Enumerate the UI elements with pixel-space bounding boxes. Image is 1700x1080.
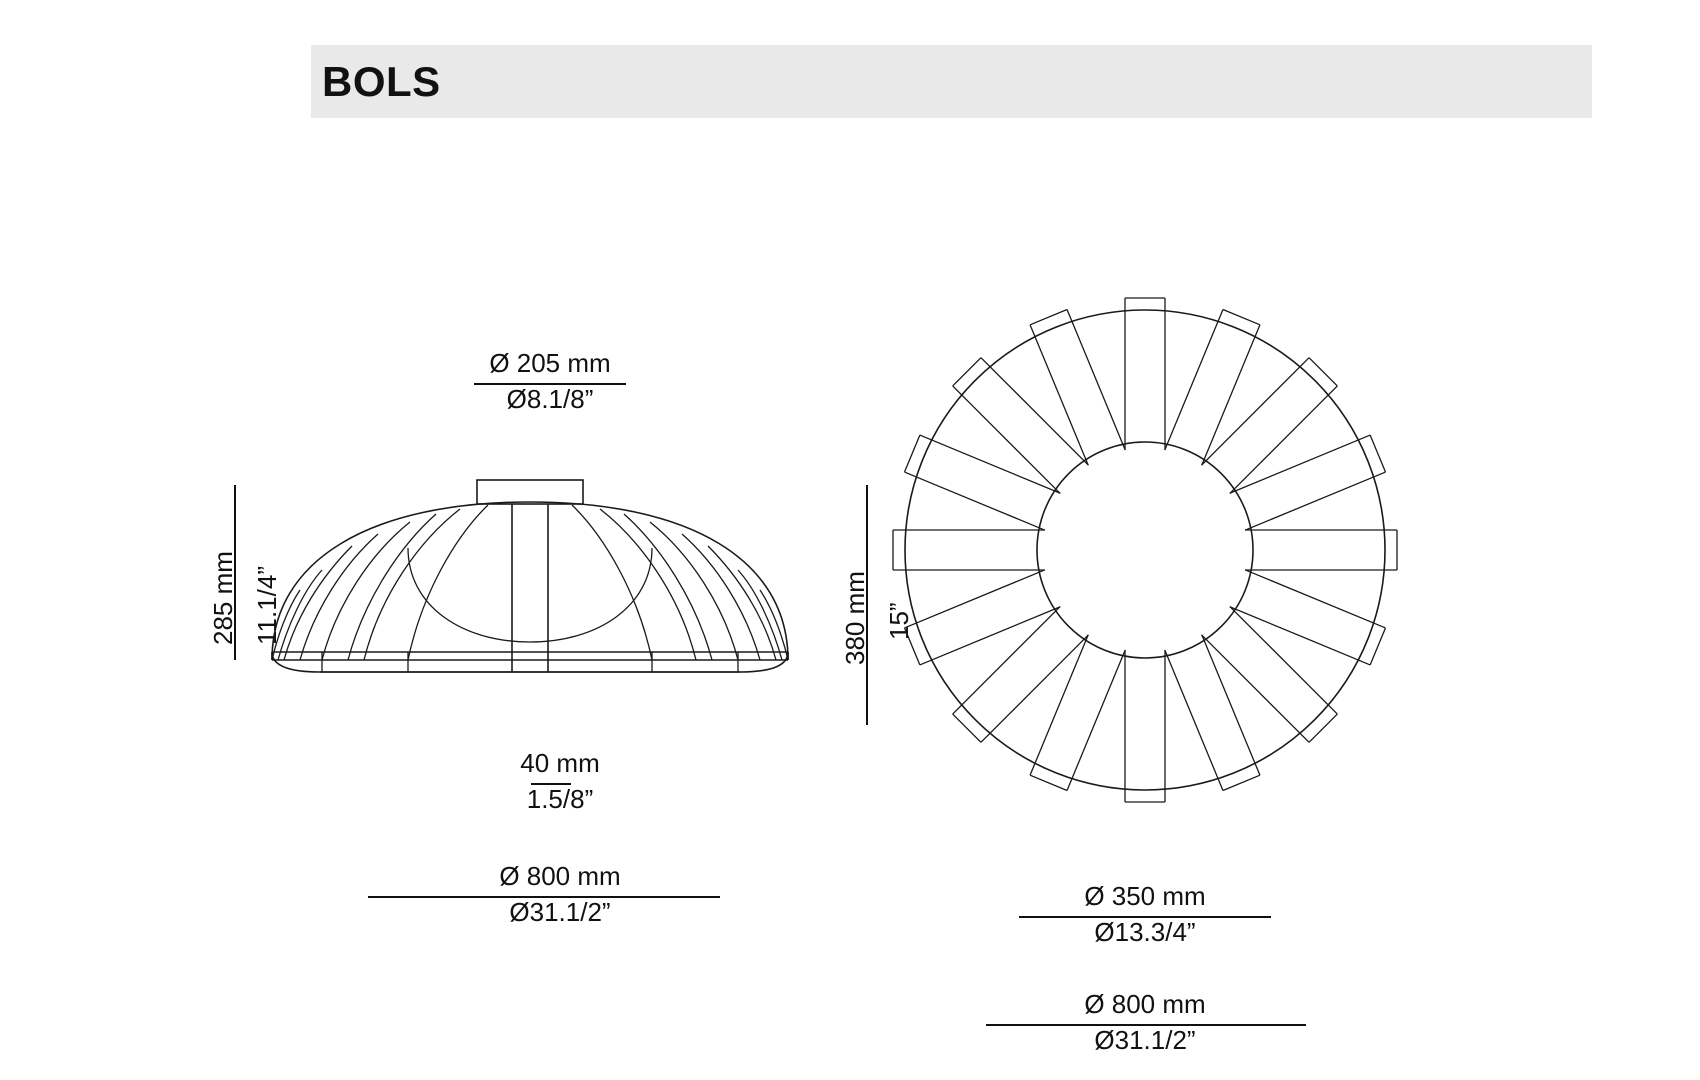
top-plan-drawing	[880, 285, 1410, 815]
dim-front-overall-metric: Ø 800 mm	[499, 861, 621, 891]
dim-band-width	[430, 745, 690, 817]
front-elevation-drawing	[260, 430, 800, 690]
dim-top-inner-imperial: Ø13.3/4”	[1094, 917, 1196, 947]
dim-suspension-imperial: 15”	[884, 602, 914, 640]
dim-top-diameter-imperial: Ø8.1/8”	[506, 384, 594, 414]
dim-band-width-metric: 40 mm	[520, 748, 600, 778]
dim-top-diameter-metric: Ø 205 mm	[489, 348, 611, 378]
dim-top-outer-diameter	[985, 986, 1305, 1058]
title-bar	[311, 45, 1592, 118]
dim-top-outer-rule	[986, 1024, 1306, 1026]
dim-top-diameter	[400, 345, 700, 417]
dim-top-diameter-rule	[474, 383, 626, 385]
dim-top-outer-metric: Ø 800 mm	[1084, 989, 1206, 1019]
dim-front-overall-diameter	[380, 858, 740, 930]
dim-top-inner-diameter	[985, 878, 1305, 950]
dim-height-metric: 285 mm	[208, 551, 238, 645]
dim-height-imperial: 11.1/4”	[252, 565, 282, 645]
dim-front-overall-imperial: Ø31.1/2”	[509, 897, 611, 927]
dim-top-inner-rule	[1019, 916, 1271, 918]
dim-band-width-imperial: 1.5/8”	[526, 784, 594, 814]
dim-suspension-metric: 380 mm	[840, 571, 870, 665]
dim-top-outer-imperial: Ø31.1/2”	[1094, 1025, 1196, 1055]
page-title: BOLS	[322, 58, 441, 105]
dim-band-width-rule	[531, 783, 571, 785]
dim-front-overall-rule	[368, 896, 720, 898]
dim-top-inner-metric: Ø 350 mm	[1084, 881, 1206, 911]
